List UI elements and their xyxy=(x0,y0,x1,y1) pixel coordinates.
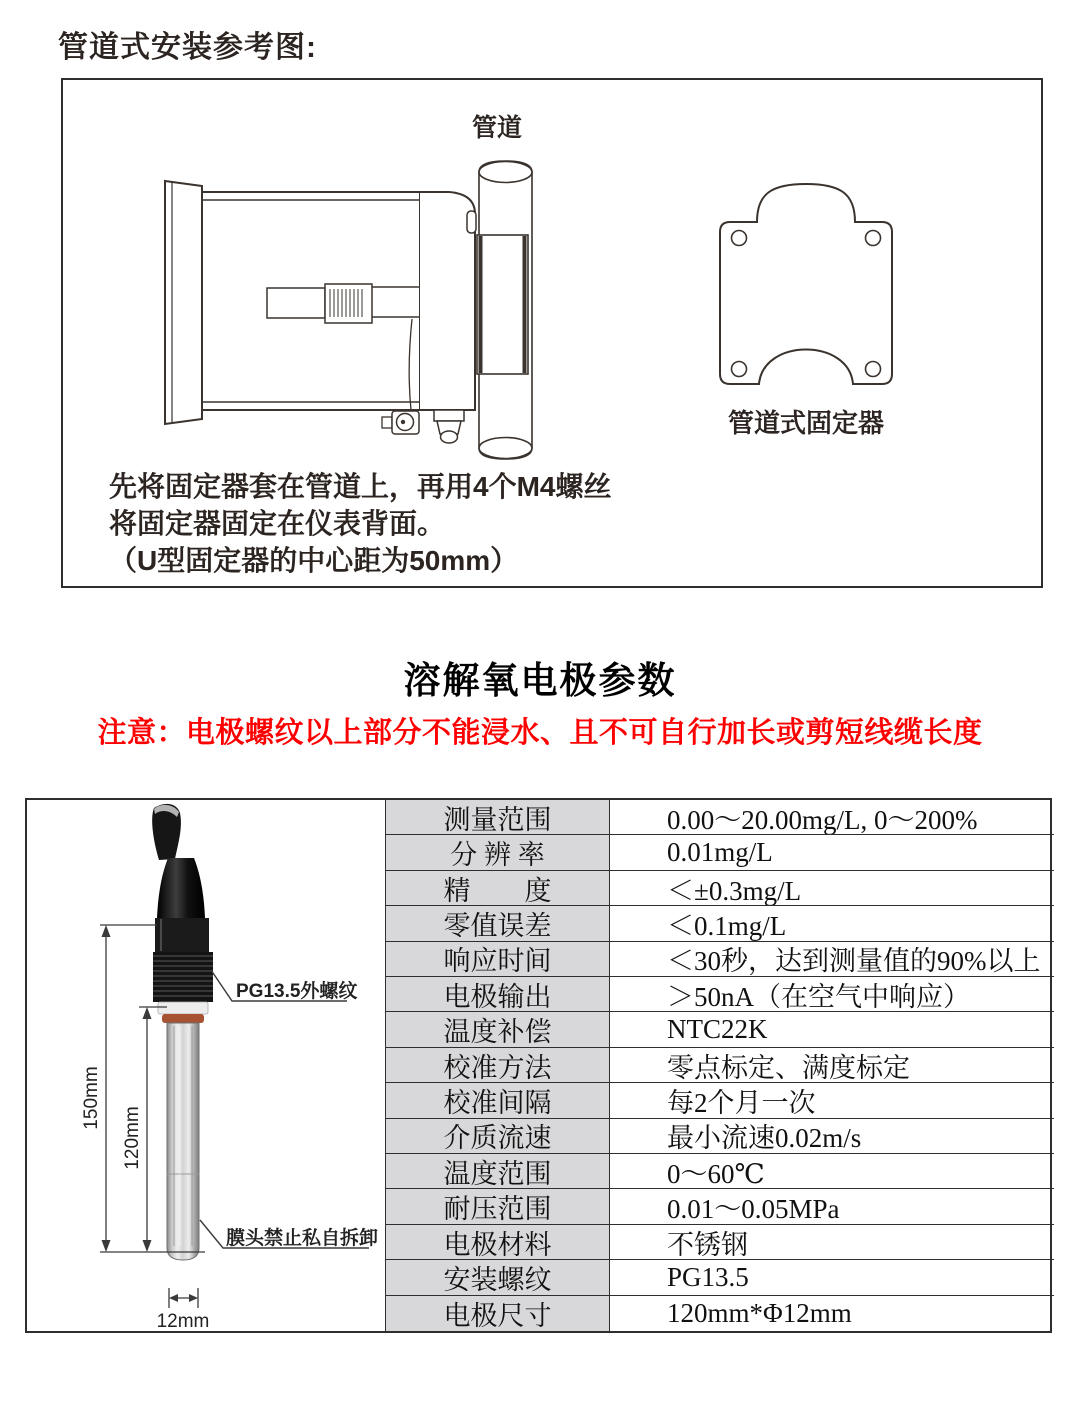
table-row xyxy=(386,1048,1054,1083)
dim-12mm xyxy=(169,1288,198,1308)
spec-label: 零值误差 xyxy=(386,906,610,940)
instruction-line: 先将固定器套在管道上，再用4个M4螺丝 xyxy=(109,471,612,502)
membrane-label: 膜头禁止私自拆卸 xyxy=(226,1228,379,1249)
warning-text: 注意：电极螺纹以上部分不能浸水、且不可自行加长或剪短线缆长度 xyxy=(97,717,983,749)
electrode-thread xyxy=(153,952,213,1002)
spec-value: PG13.5 xyxy=(667,1261,749,1292)
spec-value: 不锈钢 xyxy=(667,1229,748,1260)
table-row xyxy=(386,977,1054,1012)
spec-value: 每2个月一次 xyxy=(667,1087,816,1118)
meter-knob xyxy=(267,288,325,318)
table-row xyxy=(386,1189,1054,1224)
pipe-label: 管道 xyxy=(471,114,523,142)
table-row xyxy=(386,1225,1054,1260)
section-title: 溶解氧电极参数 xyxy=(403,660,677,701)
spec-value: ＜30秒，达到测量值的90%以上 xyxy=(667,946,1041,976)
bracket-label: 管道式固定器 xyxy=(727,408,885,438)
spec-label: 校准方法 xyxy=(386,1048,610,1082)
dim-12mm-label: 12mm xyxy=(156,1311,210,1331)
meter-drawing xyxy=(165,181,476,443)
spec-value: 0.00～20.00mg/L, 0～200% xyxy=(667,804,978,835)
spec-value: 最小流速0.02m/s xyxy=(667,1123,862,1153)
electrode-boot xyxy=(157,858,205,918)
table-row xyxy=(386,1296,1054,1331)
bracket-drawing xyxy=(720,184,892,384)
spec-label: 介质流速 xyxy=(386,1119,610,1153)
spec-value: 120mm*Φ12mm xyxy=(667,1297,852,1328)
spec-value: 0.01～0.05MPa xyxy=(667,1194,840,1224)
spec-label: 精 度 xyxy=(386,871,610,905)
page-title: 管道式安装参考图: xyxy=(58,31,317,64)
table-row xyxy=(386,942,1054,977)
dim-120mm-label: 120mm xyxy=(122,1106,143,1170)
spec-label: 安装螺纹 xyxy=(386,1260,610,1294)
spec-label: 校准间隔 xyxy=(386,1083,610,1117)
spec-label: 温度范围 xyxy=(386,1154,610,1188)
spec-value: NTC22K xyxy=(667,1014,768,1045)
spec-value: ＞50nA（在空气中响应） xyxy=(667,981,970,1012)
electrode-shaft xyxy=(167,1023,199,1260)
electrode-spec-box xyxy=(25,798,1052,1333)
electrode-orange-ring xyxy=(162,1014,204,1023)
table-row xyxy=(386,1083,1054,1118)
dim-150mm-label: 150mm xyxy=(81,1066,102,1130)
table-row xyxy=(386,1154,1054,1189)
spec-value: ＜±0.3mg/L xyxy=(667,875,802,906)
dim-120mm xyxy=(139,1007,167,1252)
spec-value: 0～60℃ xyxy=(667,1158,765,1189)
electrode-white-ring xyxy=(158,1002,208,1014)
spec-value: 零点标定、满度标定 xyxy=(667,1052,910,1083)
electrode-figure-svg xyxy=(27,800,383,1331)
install-instructions xyxy=(109,468,611,579)
electrode-hex xyxy=(155,918,209,952)
spec-label: 耐压范围 xyxy=(386,1189,610,1223)
meter-cable-gland xyxy=(434,410,464,443)
spec-label: 响应时间 xyxy=(386,942,610,976)
spec-value: ＜0.1mg/L xyxy=(667,910,787,941)
table-row xyxy=(386,835,1054,870)
install-diagram-box xyxy=(61,78,1043,588)
table-row xyxy=(386,906,1054,941)
spec-label: 分 辨 率 xyxy=(386,835,610,869)
thread-label: PG13.5外螺纹 xyxy=(236,981,358,1002)
table-row xyxy=(386,1012,1054,1047)
instruction-line: （U型固定器的中心距为50mm） xyxy=(109,545,519,576)
spec-value: 0.01mg/L xyxy=(667,837,773,868)
spec-table xyxy=(385,800,1054,1331)
spec-label: 电极尺寸 xyxy=(386,1296,610,1331)
spec-label: 电极材料 xyxy=(386,1225,610,1259)
table-row xyxy=(386,1119,1054,1154)
meter-bezel xyxy=(165,181,202,424)
electrode-cable xyxy=(152,804,181,860)
table-row xyxy=(386,1260,1054,1295)
table-row xyxy=(386,800,1054,835)
instruction-line: 将固定器固定在仪表背面。 xyxy=(109,508,446,539)
table-row xyxy=(386,871,1054,906)
spec-label: 温度补偿 xyxy=(386,1012,610,1046)
pipe-clamp-drawing xyxy=(477,235,528,374)
spec-label: 电极输出 xyxy=(386,977,610,1011)
spec-label: 测量范围 xyxy=(386,800,610,834)
